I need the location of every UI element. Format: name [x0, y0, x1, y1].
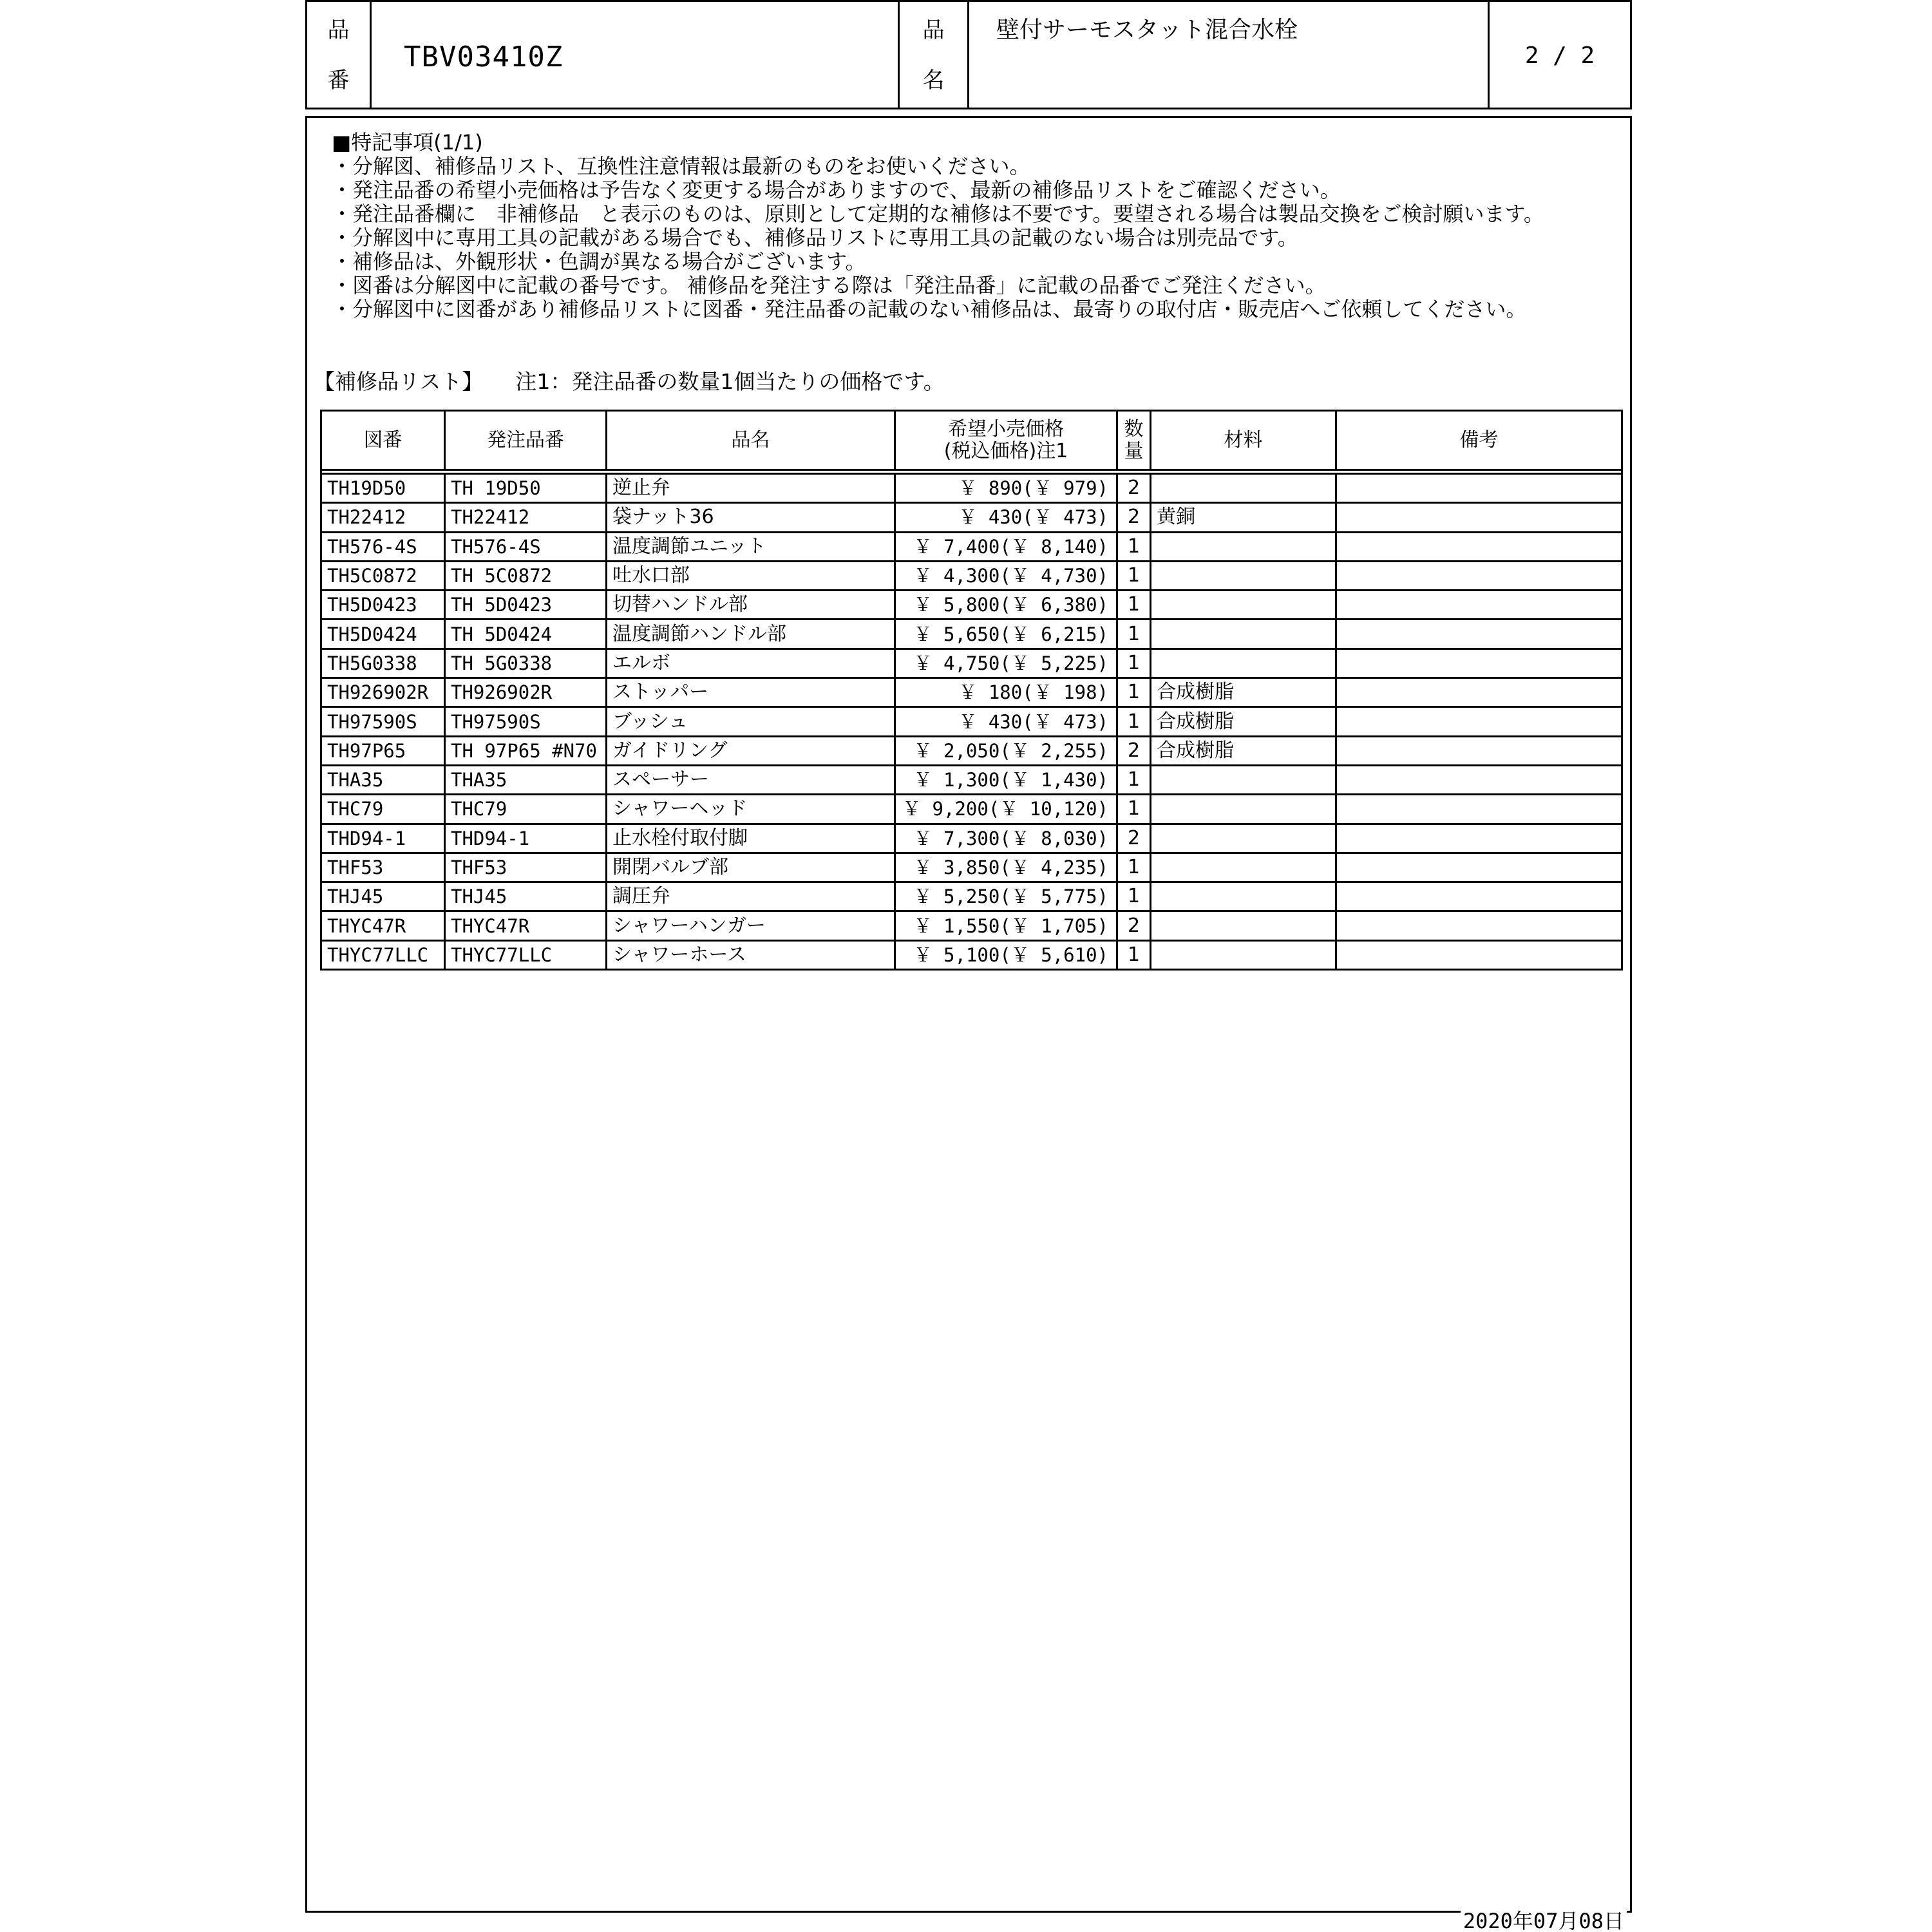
material-cell — [1151, 620, 1336, 649]
table-row — [321, 824, 1622, 853]
fig-no-cell: THC79 — [321, 795, 445, 824]
price-cell: ￥ 890(￥ 979) — [895, 474, 1117, 503]
name-cell: スペーサー — [607, 765, 895, 794]
price-cell: ￥ 430(￥ 473) — [895, 503, 1117, 532]
price-cell: ￥ 1,300(￥ 1,430) — [895, 765, 1117, 794]
remarks-cell — [1336, 532, 1622, 561]
part-number: TBV03410Z — [404, 41, 564, 73]
fig-no-cell: THF53 — [321, 853, 445, 882]
table-row — [321, 882, 1622, 911]
name-cell: 温度調節ハンドル部 — [607, 620, 895, 649]
remarks-cell — [1336, 707, 1622, 736]
material-cell — [1151, 882, 1336, 911]
material-cell — [1151, 561, 1336, 590]
remarks-cell — [1336, 911, 1622, 940]
page-number: 2 / 2 — [1524, 43, 1595, 69]
order-no-cell: THF53 — [445, 853, 607, 882]
col-price — [895, 411, 1117, 470]
order-no-cell: THYC77LLC — [445, 940, 607, 969]
price-cell: ￥ 5,250(￥ 5,775) — [895, 882, 1117, 911]
qty-cell: 2 — [1117, 824, 1151, 853]
qty-cell: 1 — [1117, 591, 1151, 620]
qty-cell: 1 — [1117, 620, 1151, 649]
table-row — [321, 649, 1622, 677]
price-cell: ￥ 430(￥ 473) — [895, 707, 1117, 736]
remarks-cell — [1336, 795, 1622, 824]
qty-cell: 1 — [1117, 532, 1151, 561]
remarks-cell — [1336, 853, 1622, 882]
remarks-cell — [1336, 503, 1622, 532]
col-name: 品名 — [607, 411, 895, 470]
material-cell — [1151, 532, 1336, 561]
note-line: ・発注品番の希望小売価格は予告なく変更する場合がありますので、最新の補修品リストをご確認ください。 — [332, 178, 1341, 202]
parts-table — [320, 410, 1623, 971]
name-cell: 調圧弁 — [607, 882, 895, 911]
order-no-cell: TH 5D0423 — [445, 591, 607, 620]
price-cell: ￥ 9,200(￥ 10,120) — [895, 795, 1117, 824]
name-cell: 開閉バルブ部 — [607, 853, 895, 882]
col-qty-line2: 量 — [1124, 439, 1144, 462]
material-cell: 黄銅 — [1151, 503, 1336, 532]
table-row — [321, 940, 1622, 969]
table-row — [321, 911, 1622, 940]
order-no-cell: TH 5D0424 — [445, 620, 607, 649]
qty-cell: 1 — [1117, 678, 1151, 707]
fig-no-cell: THD94-1 — [321, 824, 445, 853]
qty-cell: 1 — [1117, 707, 1151, 736]
col-material: 材料 — [1151, 411, 1336, 470]
table-row — [321, 765, 1622, 794]
remarks-cell — [1336, 882, 1622, 911]
remarks-cell — [1336, 620, 1622, 649]
remarks-cell — [1336, 561, 1622, 590]
remarks-cell — [1336, 474, 1622, 503]
price-cell: ￥ 180(￥ 198) — [895, 678, 1117, 707]
price-cell: ￥ 5,100(￥ 5,610) — [895, 940, 1117, 969]
price-cell: ￥ 2,050(￥ 2,255) — [895, 736, 1117, 765]
order-no-cell: TH576-4S — [445, 532, 607, 561]
material-cell — [1151, 940, 1336, 969]
fig-no-cell: THJ45 — [321, 882, 445, 911]
order-no-cell: TH 5G0338 — [445, 649, 607, 677]
parts-list-title: 【補修品リスト】 — [314, 369, 484, 394]
price-cell: ￥ 1,550(￥ 1,705) — [895, 911, 1117, 940]
qty-cell: 1 — [1117, 795, 1151, 824]
col-order-no: 発注品番 — [445, 411, 607, 470]
fig-no-cell: TH5G0338 — [321, 649, 445, 677]
material-cell — [1151, 824, 1336, 853]
name-cell: 止水栓付取付脚 — [607, 824, 895, 853]
name-cell: シャワーヘッド — [607, 795, 895, 824]
fig-no-cell: TH97P65 — [321, 736, 445, 765]
order-no-cell: THD94-1 — [445, 824, 607, 853]
qty-cell: 1 — [1117, 882, 1151, 911]
parts-list-note: 注1：発注品番の数量1個当たりの価格です。 — [515, 369, 945, 394]
material-cell — [1151, 795, 1336, 824]
fig-no-cell: TH576-4S — [321, 532, 445, 561]
part-no-label-cell — [307, 2, 372, 108]
fig-no-cell: TH19D50 — [321, 474, 445, 503]
price-cell: ￥ 4,750(￥ 5,225) — [895, 649, 1117, 677]
col-qty — [1117, 411, 1151, 470]
name-cell: ブッシュ — [607, 707, 895, 736]
note-line: ・発注品番欄に 非補修品 と表示のものは、原則として定期的な補修は不要です。要望される場合は製品交換をご検討願います。 — [332, 202, 1544, 226]
price-cell: ￥ 5,800(￥ 6,380) — [895, 591, 1117, 620]
name-cell: 温度調節ユニット — [607, 532, 895, 561]
material-cell — [1151, 591, 1336, 620]
product-name-cell — [969, 2, 1490, 108]
name-label-bottom: 名 — [922, 68, 945, 93]
price-cell: ￥ 4,300(￥ 4,730) — [895, 561, 1117, 590]
name-cell: シャワーハンガー — [607, 911, 895, 940]
col-fig-no: 図番 — [321, 411, 445, 470]
name-cell: ストッパー — [607, 678, 895, 707]
qty-cell: 1 — [1117, 561, 1151, 590]
remarks-cell — [1336, 824, 1622, 853]
col-price-line2: (税込価格)注1 — [943, 439, 1068, 462]
qty-cell: 2 — [1117, 736, 1151, 765]
order-no-cell: THC79 — [445, 795, 607, 824]
table-row — [321, 736, 1622, 765]
table-row — [321, 678, 1622, 707]
order-no-cell: TH 19D50 — [445, 474, 607, 503]
notes-title: ■特記事項(1/1) — [332, 130, 483, 155]
material-cell: 合成樹脂 — [1151, 678, 1336, 707]
fig-no-cell: TH5D0424 — [321, 620, 445, 649]
name-cell: 切替ハンドル部 — [607, 591, 895, 620]
note-line: ・分解図中に専用工具の記載がある場合でも、補修品リストに専用工具の記載のない場合は別売品です。 — [332, 225, 1298, 250]
qty-cell: 1 — [1117, 940, 1151, 969]
remarks-cell — [1336, 765, 1622, 794]
qty-cell: 1 — [1117, 765, 1151, 794]
table-row — [321, 591, 1622, 620]
table-row — [321, 503, 1622, 532]
order-no-cell: THA35 — [445, 765, 607, 794]
material-cell — [1151, 911, 1336, 940]
material-cell — [1151, 474, 1336, 503]
fig-no-cell: TH5C0872 — [321, 561, 445, 590]
order-no-cell: TH22412 — [445, 503, 607, 532]
material-cell — [1151, 765, 1336, 794]
remarks-cell — [1336, 678, 1622, 707]
qty-cell: 2 — [1117, 503, 1151, 532]
note-line: ・分解図、補修品リスト、互換性注意情報は最新のものをお使いください。 — [332, 154, 1030, 178]
name-cell: ガイドリング — [607, 736, 895, 765]
table-header-row — [321, 411, 1622, 470]
parts-list-heading — [314, 369, 945, 395]
order-no-cell: TH 5C0872 — [445, 561, 607, 590]
fig-no-cell: TH926902R — [321, 678, 445, 707]
table-row — [321, 795, 1622, 824]
fig-no-cell: THYC47R — [321, 911, 445, 940]
remarks-cell — [1336, 940, 1622, 969]
name-label-top: 品 — [922, 17, 945, 43]
order-no-cell: TH926902R — [445, 678, 607, 707]
table-row — [321, 474, 1622, 503]
product-name: 壁付サーモスタット混合水栓 — [996, 17, 1298, 43]
qty-cell: 1 — [1117, 649, 1151, 677]
price-cell: ￥ 5,650(￥ 6,215) — [895, 620, 1117, 649]
part-no-cell — [372, 2, 900, 108]
special-notes — [332, 131, 1613, 321]
note-line: ・補修品は、外観形状・色調が異なる場合がございます。 — [332, 249, 866, 274]
name-cell: 吐水口部 — [607, 561, 895, 590]
table-row — [321, 620, 1622, 649]
fig-no-cell: THYC77LLC — [321, 940, 445, 969]
order-no-cell: THJ45 — [445, 882, 607, 911]
qty-cell: 2 — [1117, 911, 1151, 940]
name-cell: エルボ — [607, 649, 895, 677]
order-no-cell: TH 97P65 #N70 — [445, 736, 607, 765]
fig-no-cell: TH97590S — [321, 707, 445, 736]
name-cell: 袋ナット36 — [607, 503, 895, 532]
remarks-cell — [1336, 736, 1622, 765]
table-row — [321, 532, 1622, 561]
col-price-line1: 希望小売価格 — [948, 417, 1064, 440]
page-number-cell — [1490, 2, 1630, 108]
main-frame — [305, 116, 1632, 1913]
remarks-cell — [1336, 649, 1622, 677]
remarks-cell — [1336, 591, 1622, 620]
document-date: 2020年07月08日 — [1461, 1910, 1627, 1932]
table-row — [321, 561, 1622, 590]
fig-no-cell: TH22412 — [321, 503, 445, 532]
material-cell: 合成樹脂 — [1151, 736, 1336, 765]
col-qty-line1: 数 — [1124, 417, 1144, 440]
material-cell: 合成樹脂 — [1151, 707, 1336, 736]
document-header — [305, 0, 1632, 109]
part-no-label-top: 品 — [327, 17, 350, 43]
table-row — [321, 853, 1622, 882]
material-cell — [1151, 649, 1336, 677]
price-cell: ￥ 7,400(￥ 8,140) — [895, 532, 1117, 561]
fig-no-cell: THA35 — [321, 765, 445, 794]
name-label-cell — [900, 2, 969, 108]
qty-cell: 2 — [1117, 474, 1151, 503]
price-cell: ￥ 7,300(￥ 8,030) — [895, 824, 1117, 853]
fig-no-cell: TH5D0423 — [321, 591, 445, 620]
note-line: ・分解図中に図番があり補修品リストに図番・発注品番の記載のない補修品は、最寄りの取付店・販売店へご依頼してください。 — [332, 297, 1527, 321]
col-remarks: 備考 — [1336, 411, 1622, 470]
name-cell: 逆止弁 — [607, 474, 895, 503]
name-cell: シャワーホース — [607, 940, 895, 969]
order-no-cell: TH97590S — [445, 707, 607, 736]
price-cell: ￥ 3,850(￥ 4,235) — [895, 853, 1117, 882]
note-line: ・図番は分解図中に記載の番号です。 補修品を発注する際は「発注品番」に記載の品番でご発注ください。 — [332, 273, 1326, 298]
material-cell — [1151, 853, 1336, 882]
order-no-cell: THYC47R — [445, 911, 607, 940]
table-row — [321, 707, 1622, 736]
part-no-label-bottom: 番 — [327, 68, 350, 93]
qty-cell: 1 — [1117, 853, 1151, 882]
